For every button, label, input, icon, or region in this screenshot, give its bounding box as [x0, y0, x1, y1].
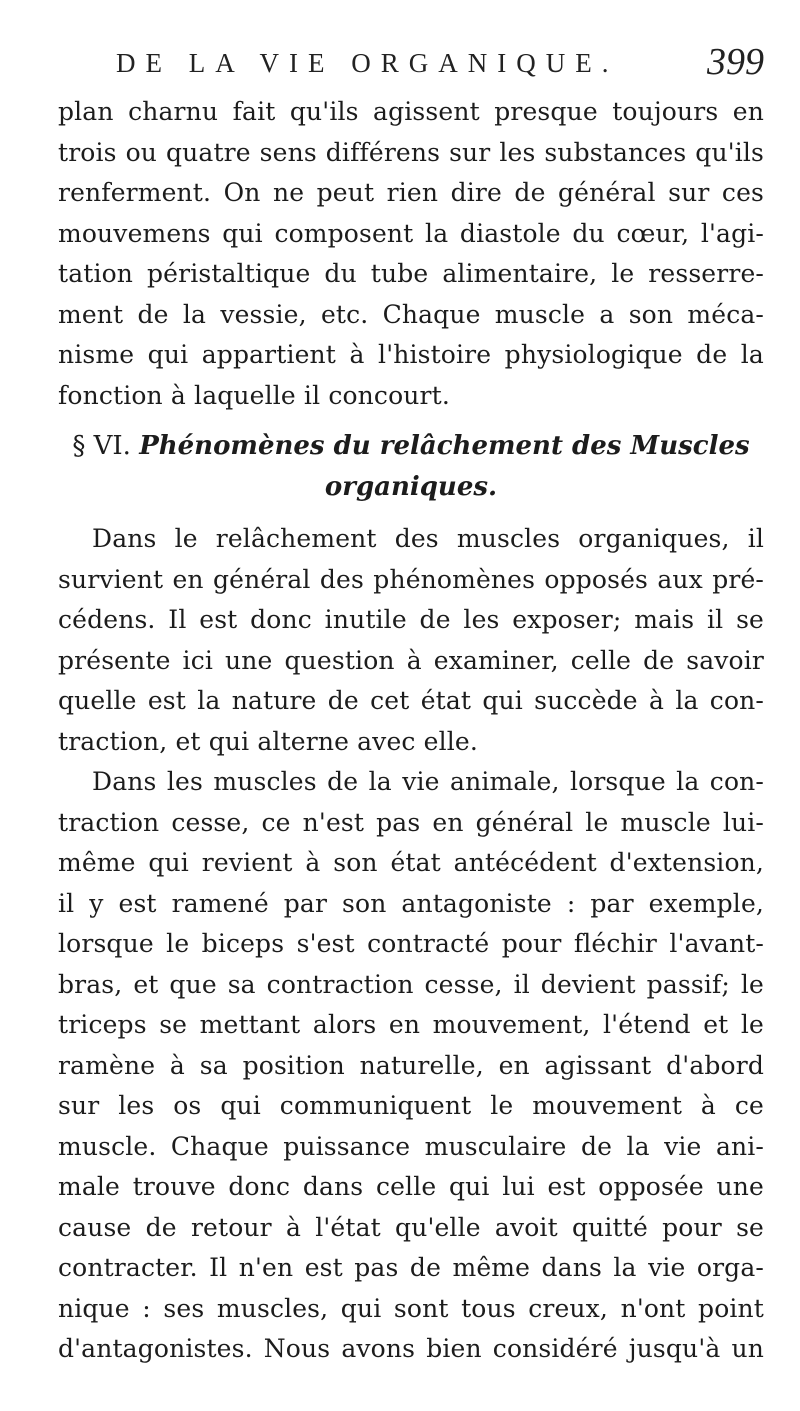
running-head: DE LA VIE ORGANIQUE. — [116, 48, 619, 78]
text-line: quelle est la nature de cet état qui succède à la con- — [58, 686, 764, 715]
text-line: traction, et qui alterne avec elle. — [58, 726, 478, 756]
text-line: ramène à sa position naturelle, en agissant d'abord — [58, 1050, 764, 1080]
text-line: renferment. On ne peut rien dire de général sur ces — [58, 178, 764, 207]
text-line: présente ici une question à examiner, celle de savoir — [58, 645, 764, 675]
section-symbol: § VI. — [72, 431, 131, 461]
text-line: mouvemens qui composent la diastole du cœur, l'agi- — [58, 218, 764, 248]
section-title: Phénomènes du relâchement des Muscles — [139, 431, 750, 461]
text-line: Dans le relâchement des muscles organiques, il — [92, 524, 764, 553]
text-line: lorsque le biceps s'est contracté pour fléchir l'avant- — [58, 929, 764, 958]
text-line: Dans les muscles de la vie animale, lorsque la con- — [92, 767, 764, 796]
page-number: 399 — [707, 41, 764, 83]
text-line: tation péristaltique du tube alimentaire, le resserre- — [58, 259, 764, 288]
paragraph-1 — [58, 92, 764, 416]
text-line: cause de retour à l'état qu'elle avoit quitté pour se — [58, 1212, 764, 1242]
text-line: bras, et que sa contraction cesse, il devient passif; le — [58, 969, 764, 999]
text-line: contracter. Il n'en est pas de même dans la vie orga- — [58, 1253, 764, 1282]
text-line: ment de la vessie, etc. Chaque muscle a son méca- — [58, 299, 764, 329]
text-line: survient en général des phénomènes opposés aux pré- — [58, 564, 764, 594]
text-line: sur les os qui communiquent le mouvement à ce — [58, 1091, 764, 1120]
text-line: plan charnu fait qu'ils agissent presque toujours en — [58, 97, 764, 126]
text-line: d'antagonistes. Nous avons bien considéré jusqu'à un — [58, 1334, 764, 1363]
text-line: même qui revient à son état antécédent d'extension, — [58, 848, 764, 877]
section-subtitle: organiques. — [324, 471, 498, 502]
text-line: trois ou quatre sens différens sur les substances qu'ils — [58, 137, 764, 167]
paragraph-3 — [58, 762, 764, 1370]
paragraph-2 — [58, 519, 764, 762]
section-heading — [58, 426, 764, 507]
page-header — [58, 40, 764, 92]
text-line: traction cesse, ce n'est pas en général le muscle lui- — [58, 807, 764, 837]
text-line: il y est ramené par son antagoniste : par exemple, — [58, 888, 764, 918]
text-line: fonction à laquelle il concourt. — [58, 380, 450, 410]
book-page — [58, 40, 764, 1370]
text-line: muscle. Chaque puissance musculaire de la vie ani- — [58, 1131, 764, 1161]
text-line: nisme qui appartient à l'histoire physiologique de la — [58, 340, 764, 369]
text-line: male trouve donc dans celle qui lui est opposée une — [58, 1172, 764, 1201]
text-line: triceps se mettant alors en mouvement, l'étend et le — [58, 1010, 764, 1039]
text-line: cédens. Il est donc inutile de les exposer; mais il se — [58, 605, 764, 634]
text-line: nique : ses muscles, qui sont tous creux, n'ont point — [58, 1293, 764, 1323]
